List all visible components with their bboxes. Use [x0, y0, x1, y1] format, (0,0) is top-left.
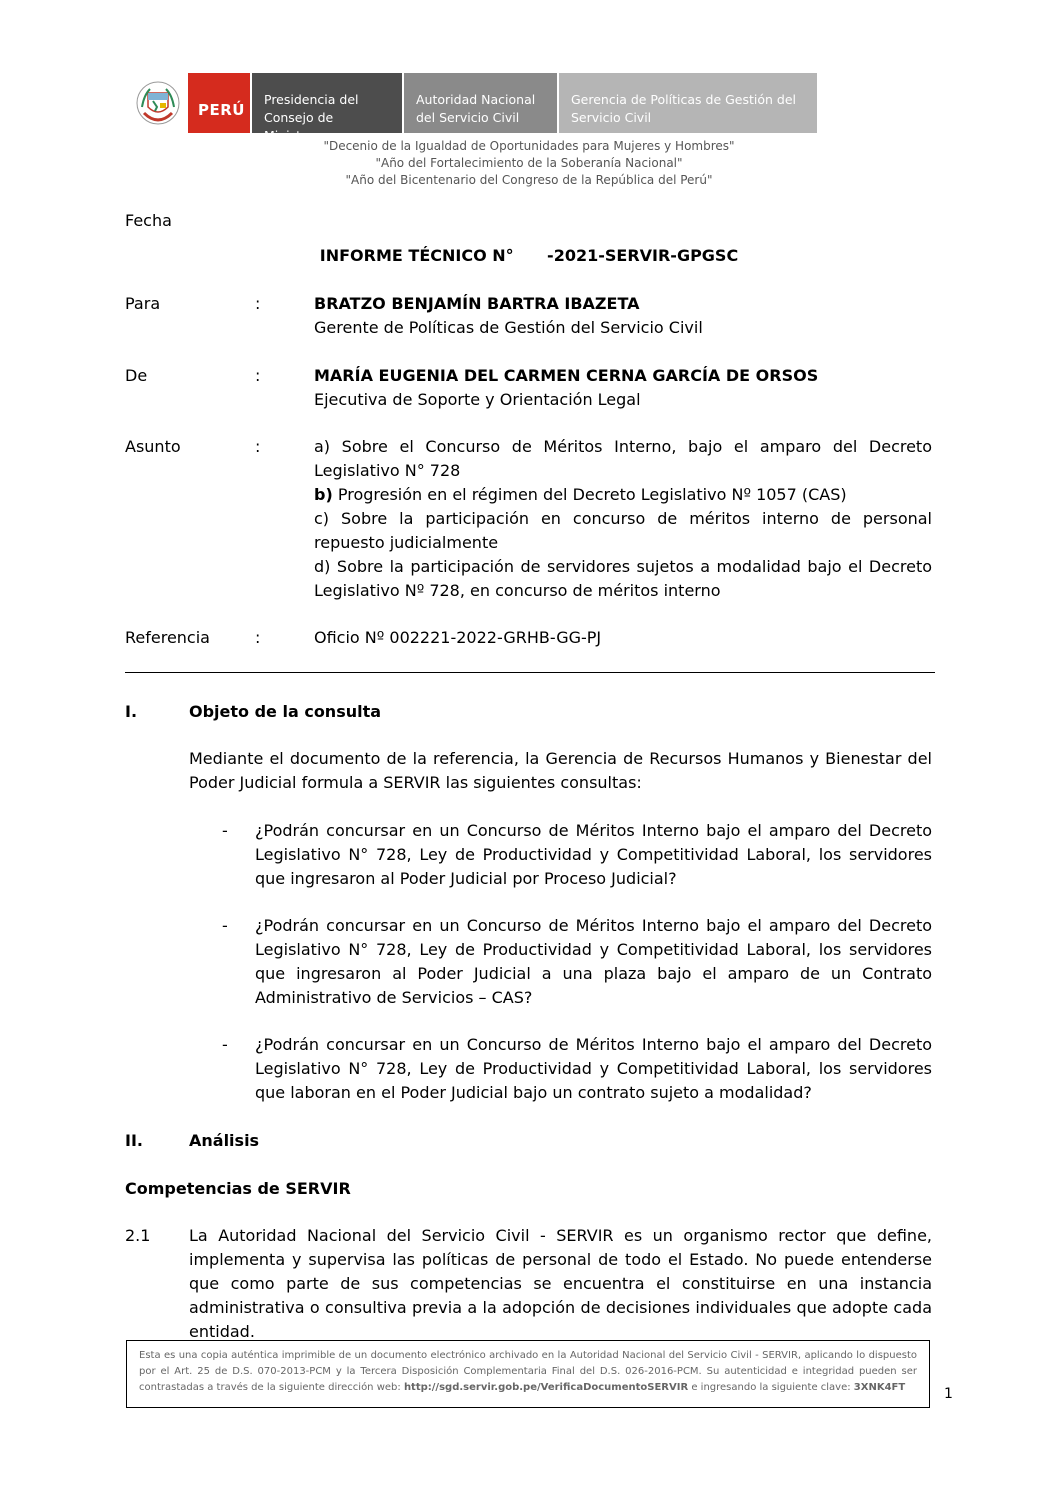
- referencia-colon: :: [255, 628, 261, 647]
- peru-label: PERÚ: [198, 101, 245, 119]
- seal-icon: [134, 73, 182, 133]
- gpg-block: [557, 73, 817, 133]
- section1-number: I.: [125, 702, 138, 721]
- paragraph-2-1-number: 2.1: [125, 1226, 151, 1245]
- asunto-colon: :: [255, 437, 261, 456]
- gpg-line1: Gerencia de Políticas de Gestión del: [571, 92, 797, 107]
- verification-text-middle: e ingresando la siguiente clave:: [688, 1382, 854, 1393]
- paragraph-2-1: La Autoridad Nacional del Servicio Civil - SERVIR es un organismo rector que define, implementa y supervisa las políticas de personal de todo el Estado. No puede entenderse que como parte de sus competencias se encuentra el constituirse en una instancia administrativa o consultiva previa a la adopción de decisiones individuales que adopte cada entidad.: [189, 1226, 932, 1341]
- de-name: MARÍA EUGENIA DEL CARMEN CERNA GARCÍA DE ORSOS: [314, 366, 819, 385]
- asunto-item-b: [314, 483, 932, 507]
- question-3: ¿Podrán concursar en un Concurso de Méritos Interno bajo el amparo del Decreto Legislativo N° 728, Ley de Productividad y Competitividad Laboral, los servidores que laboran en el Poder Judicial bajo un contrato sujeto a modalidad?: [255, 1035, 932, 1102]
- para-role: Gerente de Políticas de Gestión del Servicio Civil: [314, 318, 703, 337]
- divider-line: [125, 672, 935, 673]
- verification-url[interactable]: http://sgd.servir.gob.pe/VerificaDocumentoSERVIR: [403, 1382, 689, 1393]
- institutional-header: [134, 73, 817, 143]
- asunto-item-c: c) Sobre la participación en concurso de méritos interno de personal repuesto judicialmente: [314, 509, 932, 552]
- para-label: Para: [125, 294, 161, 313]
- motto-line: "Decenio de la Igualdad de Oportunidades para Mujeres y Hombres": [323, 139, 735, 153]
- de-colon: :: [255, 366, 261, 385]
- gpg-line2: Servicio Civil: [571, 110, 652, 125]
- section2-title: Análisis: [189, 1131, 260, 1150]
- asunto-b-prefix: b): [314, 485, 333, 504]
- pcm-line2: Consejo de Ministros: [264, 110, 334, 143]
- verification-notice: [126, 1340, 930, 1408]
- motto-line: "Año del Bicentenario del Congreso de la República del Perú": [345, 173, 713, 187]
- para-name: BRATZO BENJAMÍN BARTRA IBAZETA: [314, 294, 640, 313]
- referencia-label: Referencia: [125, 628, 210, 647]
- question-2: ¿Podrán concursar en un Concurso de Méritos Interno bajo el amparo del Decreto Legislativo N° 728, Ley de Productividad y Competitividad Laboral, los servidores que ingresaron al Poder Judicial a una plaza bajo el amparo de un Contrato Administrativo de Servicios – CAS?: [255, 916, 932, 1007]
- verification-text: Esta es una copia auténtica imprimible de un documento electrónico archivado en la Autoridad Nacional del Servicio Civil - SERVIR, aplicando lo dispuesto por el Art. 25 de D.S. 070-2013-PCM y la Tercera Disposición Complementaria Final del D.S. 026-2016-PCM. Su autenticidad e integridad pueden ser contrastadas a través de la siguiente dirección web:: [139, 1350, 917, 1393]
- coat-of-arms-seal: [134, 73, 182, 133]
- asunto-b-text: Progresión en el régimen del Decreto Legislativo Nº 1057 (CAS): [332, 485, 847, 504]
- question-1: ¿Podrán concursar en un Concurso de Méritos Interno bajo el amparo del Decreto Legislativo N° 728, Ley de Productividad y Competitividad Laboral, los servidores que ingresaron al Poder Judicial por Proceso Judicial?: [255, 821, 932, 888]
- asunto-item-a: a) Sobre el Concurso de Méritos Interno, bajo el amparo del Decreto Legislativo N° 728: [314, 437, 932, 480]
- annual-mottos: [0, 138, 1058, 189]
- para-colon: :: [255, 294, 261, 313]
- report-title: INFORME TÉCNICO N° -2021-SERVIR-GPGSC: [319, 246, 739, 265]
- bullet-marker: -: [222, 1035, 228, 1054]
- bullet-marker: -: [222, 821, 228, 840]
- section2-number: II.: [125, 1131, 143, 1150]
- bullet-marker: -: [222, 916, 228, 935]
- de-role: Ejecutiva de Soporte y Orientación Legal: [314, 390, 641, 409]
- motto-line: "Año del Fortalecimiento de la Soberanía Nacional": [375, 156, 683, 170]
- peru-brand-block: [188, 73, 250, 133]
- fecha-label: Fecha: [125, 211, 172, 230]
- de-label: De: [125, 366, 148, 385]
- verification-key: 3XNK4FT: [853, 1382, 906, 1393]
- section2-subtitle: Competencias de SERVIR: [125, 1179, 351, 1198]
- section1-title: Objeto de la consulta: [189, 702, 382, 721]
- pcm-block: [250, 73, 402, 143]
- servir-line2: del Servicio Civil: [416, 110, 520, 125]
- servir-line1: Autoridad Nacional: [416, 92, 536, 107]
- section1-intro: Mediante el documento de la referencia, la Gerencia de Recursos Humanos y Bienestar del Poder Judicial formula a SERVIR las siguientes consultas:: [189, 749, 932, 792]
- asunto-label: Asunto: [125, 437, 181, 456]
- asunto-item-d: d) Sobre la participación de servidores sujetos a modalidad bajo el Decreto Legislativo Nº 728, en concurso de méritos interno: [314, 557, 932, 600]
- servir-block: [402, 73, 557, 133]
- referencia-value: Oficio Nº 002221-2022-GRHB-GG-PJ: [314, 628, 602, 647]
- pcm-line1: Presidencia del: [264, 92, 359, 107]
- page-number: 1: [944, 1386, 953, 1402]
